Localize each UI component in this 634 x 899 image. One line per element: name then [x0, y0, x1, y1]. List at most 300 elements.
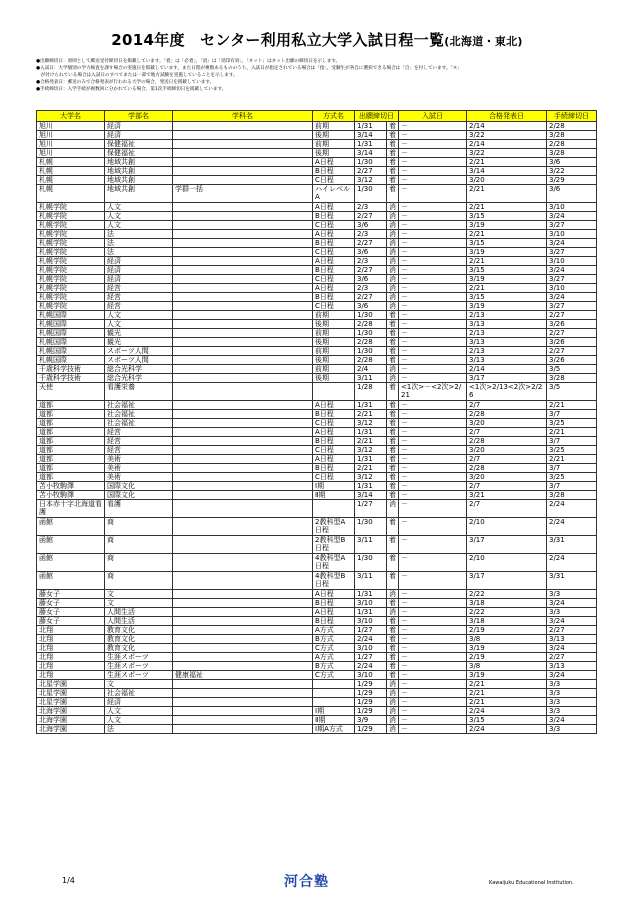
table-cell: 3/14	[355, 149, 387, 158]
table-cell: 1/31	[355, 428, 387, 437]
table-cell: 後期	[313, 131, 355, 140]
table-cell: 1/30	[355, 554, 387, 572]
table-cell: 1/31	[355, 482, 387, 491]
table-row	[37, 464, 597, 473]
table-cell: B日程	[313, 167, 355, 176]
table-row	[37, 671, 597, 680]
table-cell: 3/10	[355, 671, 387, 680]
table-cell: －	[399, 716, 467, 725]
table-cell	[173, 446, 313, 455]
table-cell: 札幌学院	[37, 203, 105, 212]
table-cell: 札幌国際	[37, 329, 105, 338]
table-cell: 3/24	[547, 212, 597, 221]
table-cell: －	[399, 284, 467, 293]
table-cell: 1/27	[355, 500, 387, 518]
table-cell: 地域共創	[105, 158, 173, 167]
table-cell: 2/4	[355, 365, 387, 374]
page-number: 1/4	[62, 876, 75, 885]
table-cell: 3/18	[467, 599, 547, 608]
table-cell: 法	[105, 230, 173, 239]
table-cell	[173, 644, 313, 653]
table-cell: 3/6	[355, 221, 387, 230]
table-cell: 着	[387, 428, 399, 437]
table-row	[37, 482, 597, 491]
table-cell: 総合光科学	[105, 374, 173, 383]
title-sub: (北海道・東北)	[444, 35, 523, 48]
table-cell	[173, 311, 313, 320]
table-row	[37, 320, 597, 329]
table-cell: 札幌学院	[37, 284, 105, 293]
table-cell: 3/15	[467, 239, 547, 248]
table-row	[37, 419, 597, 428]
table-cell: －	[399, 572, 467, 590]
table-cell: 道都	[37, 464, 105, 473]
table-cell	[173, 482, 313, 491]
table-cell: 北翔	[37, 662, 105, 671]
table-cell: 道都	[37, 473, 105, 482]
table-cell	[173, 257, 313, 266]
table-cell: －	[399, 212, 467, 221]
table-cell: －	[399, 203, 467, 212]
table-cell: 着	[387, 446, 399, 455]
table-cell: <1次>2/13<2次>2/26	[467, 383, 547, 401]
table-cell: 3/22	[467, 131, 547, 140]
table-cell: 北翔	[37, 653, 105, 662]
table-cell: 3/12	[355, 473, 387, 482]
table-cell: 文	[105, 599, 173, 608]
table-cell: －	[399, 239, 467, 248]
table-cell: 消	[387, 221, 399, 230]
table-cell: 着	[387, 518, 399, 536]
table-cell: 3/7	[547, 482, 597, 491]
table-cell: 旭川	[37, 140, 105, 149]
table-cell: 3/29	[547, 176, 597, 185]
table-cell	[173, 626, 313, 635]
table-cell: 2/7	[467, 428, 547, 437]
table-cell: 2/22	[467, 590, 547, 599]
table-row	[37, 518, 597, 536]
table-cell: －	[399, 698, 467, 707]
table-cell: 札幌学院	[37, 239, 105, 248]
table-cell	[173, 347, 313, 356]
table-cell: 商	[105, 518, 173, 536]
table-cell: B日程	[313, 239, 355, 248]
table-cell: 2教科型B日程	[313, 536, 355, 554]
table-row	[37, 212, 597, 221]
table-cell: 札幌学院	[37, 266, 105, 275]
table-cell: 3/26	[547, 320, 597, 329]
table-cell: 3/3	[547, 689, 597, 698]
title-main: 2014年度 センター利用私立大学入試日程一覧	[111, 31, 445, 49]
table-cell: A方式	[313, 626, 355, 635]
table-cell: 1/27	[355, 626, 387, 635]
table-cell: 国際文化	[105, 491, 173, 500]
table-cell: 3/26	[547, 338, 597, 347]
table-cell: 2/19	[467, 653, 547, 662]
table-cell: －	[399, 275, 467, 284]
table-row	[37, 437, 597, 446]
table-cell: 経営	[105, 428, 173, 437]
table-cell: 3/27	[547, 302, 597, 311]
table-cell: 1/29	[355, 680, 387, 689]
table-cell: 2/21	[467, 257, 547, 266]
table-row	[37, 401, 597, 410]
table-cell: 3/5	[547, 383, 597, 401]
table-cell: 消	[387, 590, 399, 599]
table-cell: 4教科型A日程	[313, 554, 355, 572]
table-cell: 北翔	[37, 635, 105, 644]
table-cell: 地域共創	[105, 167, 173, 176]
table-cell	[173, 203, 313, 212]
table-cell: 3/25	[547, 446, 597, 455]
table-cell: 人文	[105, 311, 173, 320]
table-cell: B日程	[313, 410, 355, 419]
table-row	[37, 635, 597, 644]
table-cell: 2/14	[467, 122, 547, 131]
table-cell: －	[399, 356, 467, 365]
table-cell: 3/20	[467, 419, 547, 428]
table-cell: 札幌学院	[37, 248, 105, 257]
table-row	[37, 356, 597, 365]
table-row	[37, 554, 597, 572]
table-cell: 3/24	[547, 716, 597, 725]
table-cell: －	[399, 599, 467, 608]
table-cell: A日程	[313, 257, 355, 266]
table-cell: 3/7	[547, 410, 597, 419]
table-cell: 着	[387, 122, 399, 131]
table-cell: Ⅱ期	[313, 716, 355, 725]
table-row	[37, 410, 597, 419]
table-cell: 着	[387, 671, 399, 680]
table-cell: 3/11	[355, 374, 387, 383]
table-row	[37, 221, 597, 230]
table-cell: C日程	[313, 221, 355, 230]
table-cell: 2/7	[467, 455, 547, 464]
table-row	[37, 662, 597, 671]
table-cell: －	[399, 419, 467, 428]
table-row	[37, 284, 597, 293]
table-cell: －	[399, 302, 467, 311]
table-row	[37, 176, 597, 185]
table-cell	[173, 689, 313, 698]
table-cell: C方式	[313, 671, 355, 680]
table-cell: 2/28	[467, 464, 547, 473]
table-cell: 着	[387, 158, 399, 167]
table-cell: 3/12	[355, 419, 387, 428]
table-cell: 3/3	[547, 725, 597, 734]
table-cell: 消	[387, 707, 399, 716]
table-cell: 人間生活	[105, 608, 173, 617]
table-cell: 経済	[105, 131, 173, 140]
note-line: ●出願締切日：原則として郵送受付締切日を掲載しています。「着」は「必着」，「消」は「消印有効」，「ネット」はネット出願の締切日を示します。	[36, 59, 341, 64]
table-cell: 2/24	[547, 518, 597, 536]
table-cell: 3/10	[355, 599, 387, 608]
table-cell: 人間生活	[105, 617, 173, 626]
table-cell: －	[399, 608, 467, 617]
table-cell: 1/30	[355, 185, 387, 203]
table-cell: B日程	[313, 599, 355, 608]
table-cell: 消	[387, 725, 399, 734]
table-cell: －	[399, 554, 467, 572]
table-cell: 3/15	[467, 212, 547, 221]
table-row	[37, 257, 597, 266]
table-cell: 消	[387, 500, 399, 518]
table-cell: 3/24	[547, 599, 597, 608]
table-cell: 美術	[105, 455, 173, 464]
table-cell: －	[399, 311, 467, 320]
table-cell: 1/30	[355, 311, 387, 320]
table-cell: 3/21	[467, 491, 547, 500]
table-cell: 3/15	[467, 266, 547, 275]
table-cell: 2/10	[467, 518, 547, 536]
table-row	[37, 293, 597, 302]
table-cell: 消	[387, 275, 399, 284]
table-row	[37, 140, 597, 149]
table-cell: 2/27	[355, 239, 387, 248]
table-cell: 3/10	[547, 230, 597, 239]
table-cell: 2/21	[547, 428, 597, 437]
table-cell: A日程	[313, 203, 355, 212]
table-cell: －	[399, 491, 467, 500]
table-cell: 苫小牧駒澤	[37, 482, 105, 491]
table-cell: －	[399, 149, 467, 158]
table-cell: 経済	[105, 257, 173, 266]
table-row	[37, 608, 597, 617]
table-cell: C日程	[313, 248, 355, 257]
table-cell: 2/7	[467, 482, 547, 491]
table-cell: －	[399, 536, 467, 554]
table-cell: 3/10	[355, 644, 387, 653]
table-cell: 2/21	[467, 203, 547, 212]
table-cell: 消	[387, 689, 399, 698]
table-cell: 3/27	[547, 275, 597, 284]
table-cell: 消	[387, 374, 399, 383]
table-cell: 旭川	[37, 131, 105, 140]
table-cell	[173, 383, 313, 401]
table-cell: －	[399, 401, 467, 410]
table-cell: 2/27	[547, 347, 597, 356]
table-cell: 2/27	[547, 329, 597, 338]
table-cell: A日程	[313, 401, 355, 410]
table-cell: スポーツ人間	[105, 356, 173, 365]
table-cell: 千歳科学技術	[37, 374, 105, 383]
table-cell: 3/6	[355, 275, 387, 284]
table-cell	[313, 689, 355, 698]
table-cell: 文	[105, 590, 173, 599]
table-cell: 経営	[105, 302, 173, 311]
table-cell: 着	[387, 554, 399, 572]
table-row	[37, 248, 597, 257]
table-cell: 3/19	[467, 221, 547, 230]
table-cell: C日程	[313, 176, 355, 185]
table-cell: 札幌学院	[37, 221, 105, 230]
table-cell: 3/7	[547, 464, 597, 473]
table-cell: 社会福祉	[105, 410, 173, 419]
table-cell: 着	[387, 635, 399, 644]
table-cell: 2/13	[467, 329, 547, 338]
table-cell: 北翔	[37, 671, 105, 680]
table-cell: －	[399, 689, 467, 698]
table-cell: A日程	[313, 455, 355, 464]
table-row	[37, 725, 597, 734]
table-cell: 札幌学院	[37, 275, 105, 284]
page-title	[0, 29, 634, 50]
table-row	[37, 599, 597, 608]
table-cell: 1/30	[355, 518, 387, 536]
table-cell: 2/21	[355, 464, 387, 473]
table-row	[37, 473, 597, 482]
table-cell: 2/14	[467, 140, 547, 149]
table-cell: 3/15	[467, 716, 547, 725]
table-cell: 社会福祉	[105, 419, 173, 428]
table-cell: 着	[387, 455, 399, 464]
table-cell: B日程	[313, 464, 355, 473]
table-cell: 札幌	[37, 167, 105, 176]
table-cell: 3/19	[467, 302, 547, 311]
table-cell: 教育文化	[105, 626, 173, 635]
table-cell	[173, 401, 313, 410]
table-cell: 苫小牧駒澤	[37, 491, 105, 500]
table-cell: －	[399, 230, 467, 239]
table-cell: 函館	[37, 554, 105, 572]
table-cell: 2/14	[467, 365, 547, 374]
table-cell: 道都	[37, 455, 105, 464]
table-cell: 2/7	[467, 401, 547, 410]
table-cell: 着	[387, 419, 399, 428]
table-cell	[173, 518, 313, 536]
table-cell: 前期	[313, 122, 355, 131]
table-cell: 着	[387, 491, 399, 500]
table-row	[37, 572, 597, 590]
table-row	[37, 131, 597, 140]
table-cell: 消	[387, 293, 399, 302]
table-cell: スポーツ人間	[105, 347, 173, 356]
table-cell: 2/28	[355, 338, 387, 347]
table-cell	[173, 167, 313, 176]
table-cell: 社会福祉	[105, 689, 173, 698]
table-cell: 消	[387, 212, 399, 221]
table-cell: Ⅱ期	[313, 491, 355, 500]
table-cell: 商	[105, 572, 173, 590]
table-cell	[173, 248, 313, 257]
table-cell: 3/3	[547, 698, 597, 707]
table-row	[37, 707, 597, 716]
table-cell: 函館	[37, 572, 105, 590]
table-cell: 道都	[37, 401, 105, 410]
table-cell: 看護栄養	[105, 383, 173, 401]
table-cell: 3/3	[547, 707, 597, 716]
table-cell: 着	[387, 572, 399, 590]
table-cell: Ⅰ期A方式	[313, 725, 355, 734]
table-cell: 2/24	[547, 500, 597, 518]
table-cell: 商	[105, 536, 173, 554]
table-row	[37, 491, 597, 500]
table-cell	[173, 662, 313, 671]
table-cell: 3/19	[467, 248, 547, 257]
table-cell: 2/3	[355, 257, 387, 266]
table-cell: 北海学園	[37, 707, 105, 716]
table-cell: 3/3	[547, 608, 597, 617]
table-cell: 1/29	[355, 725, 387, 734]
table-cell: －	[399, 410, 467, 419]
table-cell: 法	[105, 725, 173, 734]
table-cell: 経営	[105, 437, 173, 446]
table-cell: 地域共創	[105, 185, 173, 203]
table-cell: 3/24	[547, 266, 597, 275]
table-cell: 3/25	[547, 419, 597, 428]
table-cell: 3/14	[355, 491, 387, 500]
table-cell: 法	[105, 239, 173, 248]
table-cell: B日程	[313, 293, 355, 302]
table-cell: 消	[387, 698, 399, 707]
table-cell: 藤女子	[37, 590, 105, 599]
table-cell: 3/10	[547, 284, 597, 293]
table-cell	[173, 212, 313, 221]
table-cell	[173, 140, 313, 149]
table-cell	[173, 464, 313, 473]
table-cell: 3/28	[547, 131, 597, 140]
table-row	[37, 455, 597, 464]
table-row	[37, 689, 597, 698]
table-cell: C日程	[313, 473, 355, 482]
table-cell: －	[399, 248, 467, 257]
table-cell: 旭川	[37, 149, 105, 158]
table-cell: 後期	[313, 356, 355, 365]
notes	[36, 58, 616, 93]
table-cell: 3/22	[467, 149, 547, 158]
table-cell: C日程	[313, 275, 355, 284]
table-cell: 着	[387, 167, 399, 176]
table-cell: －	[399, 725, 467, 734]
table-cell: 商	[105, 554, 173, 572]
table-cell: 2/27	[355, 266, 387, 275]
table-cell: 着	[387, 410, 399, 419]
table-cell: 3/13	[547, 662, 597, 671]
table-cell	[173, 437, 313, 446]
table-cell: 前期	[313, 311, 355, 320]
table-cell: 札幌学院	[37, 257, 105, 266]
table-cell: 3/20	[467, 473, 547, 482]
table-cell: 3/13	[467, 338, 547, 347]
table-cell: 3/13	[467, 320, 547, 329]
table-cell: 3/24	[547, 617, 597, 626]
table-cell	[173, 419, 313, 428]
table-cell: －	[399, 347, 467, 356]
table-cell: B日程	[313, 212, 355, 221]
table-cell: 1/29	[355, 689, 387, 698]
table-cell: 着	[387, 464, 399, 473]
table-cell: B日程	[313, 266, 355, 275]
table-cell: 2/21	[467, 698, 547, 707]
table-cell: C日程	[313, 419, 355, 428]
table-cell: 消	[387, 608, 399, 617]
table-cell: 3/10	[547, 203, 597, 212]
table-cell: 2/28	[547, 140, 597, 149]
header-exam-date: 入試日	[399, 111, 467, 122]
table-cell: －	[399, 446, 467, 455]
table-cell: C日程	[313, 446, 355, 455]
table-cell: 地域共創	[105, 176, 173, 185]
table-row	[37, 239, 597, 248]
table-cell: 着	[387, 644, 399, 653]
table-cell: 着	[387, 356, 399, 365]
note-line: が付けられている場合は入試日のすべてまたは一部で地方試験を実施していることを示します。	[36, 73, 238, 78]
table-cell: 札幌学院	[37, 302, 105, 311]
header-result-date: 合格発表日	[467, 111, 547, 122]
kawaijuku-logo: 河合塾	[284, 874, 329, 890]
table-cell: 人文	[105, 716, 173, 725]
table-cell: 経済	[105, 122, 173, 131]
